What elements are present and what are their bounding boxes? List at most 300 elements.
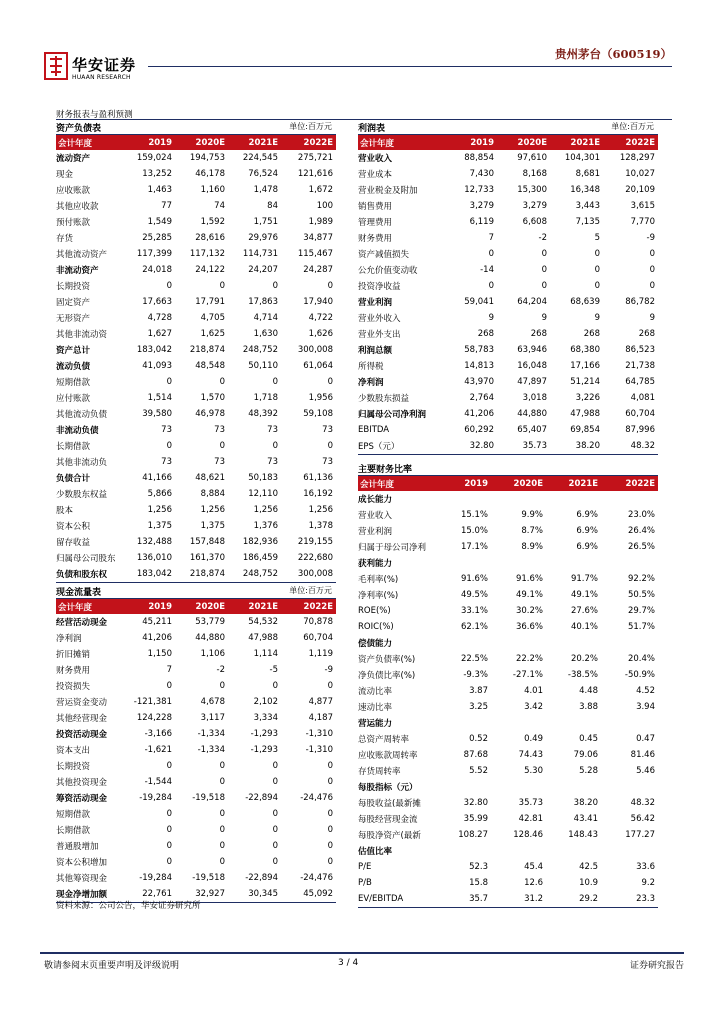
cell-value: -38.5% [567,670,598,680]
table-row [56,214,336,230]
cell-value: 8,884 [200,489,225,499]
cell-value: 0 [166,681,172,691]
table-row [358,374,658,390]
row-label: 流动比率 [358,687,393,697]
cell-value: 73 [322,425,333,435]
table-row [358,246,658,262]
row-label: 存货 [56,234,74,244]
cell-value: 13,252 [142,169,172,179]
cell-value: 7 [166,665,172,675]
header-year: 2020E [195,137,225,148]
logo-chinese-text: 华安证券 [72,56,137,74]
cell-value: 1,119 [308,649,333,659]
cell-value: 0 [541,265,547,275]
row-label: ROE(%) [358,606,391,616]
cell-value: 91.6% [515,574,543,584]
row-label: 少数股东权益 [56,490,108,500]
cell-value: 1,626 [308,329,333,339]
cell-value: 1,514 [147,393,172,403]
cell-value: -9 [646,233,655,243]
cell-value: 275,721 [297,153,333,163]
cell-value: 47,897 [517,377,547,387]
row-label: 归属母公司净利润 [358,410,427,420]
row-label: 其他流动资产 [56,250,108,260]
table-row [358,875,658,891]
cell-value: 28,616 [195,233,225,243]
cell-value: 0 [488,249,494,259]
cell-value: 186,459 [242,553,278,563]
row-label: 无形资产 [56,314,91,324]
cell-value: 49.1% [515,590,543,600]
table-row [358,747,658,763]
row-label: 营业利润 [358,298,393,308]
cell-value: 35.73 [522,441,547,451]
cell-value: 17,863 [248,297,278,307]
cell-value: 0 [166,841,172,851]
cell-value: 4,187 [308,713,333,723]
cell-value: 69,854 [570,425,600,435]
cell-value: 73 [214,457,225,467]
cell-value: 1,478 [253,185,278,195]
cell-value: 92.2% [627,574,655,584]
cell-value: 0 [166,809,172,819]
table-row [358,422,658,438]
cell-value: 3.25 [469,702,488,712]
cell-value: 42.81 [518,814,543,824]
header-year: 2022E [303,137,333,148]
cell-value: 61,064 [303,361,333,371]
table-row [358,763,658,779]
cell-value: -19,518 [192,793,225,803]
table-row [56,822,336,838]
cell-value: 10,027 [625,169,655,179]
cell-value: 3,117 [200,713,225,723]
header-year: 2021E [248,137,278,148]
table-row [358,523,658,539]
cell-value: 0 [488,281,494,291]
cell-value: 3,279 [522,201,547,211]
cell-value: 5.28 [579,766,598,776]
row-label: 长期投资 [56,762,91,772]
cell-value: 0 [219,377,225,387]
cell-value: 48.32 [630,798,655,808]
cell-value: 0 [219,809,225,819]
header-year: 2022E [303,601,333,612]
cell-value: 76,524 [248,169,278,179]
row-label: 短期借款 [56,378,91,388]
cell-value: 33.1% [460,606,488,616]
row-label: 少数股东损益 [358,394,410,404]
table-row [56,566,336,582]
row-label: 偿债能力 [358,639,393,649]
report-title: 贵州茅台（600519） [554,47,672,61]
table-row [56,230,336,246]
cell-value: 1,256 [147,505,172,515]
row-label: P/B [358,878,372,888]
row-label: 长期借款 [56,442,91,452]
cell-value: 0 [219,777,225,787]
cell-value: 22.5% [460,654,488,664]
row-label: 资产总计 [56,346,91,356]
cell-value: 3.87 [469,686,488,696]
cell-value: 3.42 [524,702,543,712]
cell-value: 61,136 [303,473,333,483]
table-title: 主要财务比率 [358,465,413,475]
cell-value: 3,443 [575,201,600,211]
table-title-bar [56,120,336,135]
cell-value: 64,785 [625,377,655,387]
cell-value: 29.7% [627,606,655,616]
table-row [56,614,336,630]
cell-value: 86,523 [625,345,655,355]
cell-value: -22,894 [245,873,278,883]
cell-value: 268 [477,329,494,339]
cell-value: 87.68 [463,750,488,760]
cell-value: 0 [272,761,278,771]
table-row [358,358,658,374]
cell-value: 29,976 [248,233,278,243]
cell-value: 50.5% [627,590,655,600]
table-row [56,310,336,326]
cell-value: 4,722 [308,313,333,323]
cell-value: 8.9% [521,542,543,552]
table-bottom-rule [56,582,336,583]
cell-value: 35.7 [469,894,488,904]
table-row [358,539,658,555]
row-label: 营业外支出 [358,330,401,340]
row-label: 其他非流动资 [56,330,108,340]
cell-value: 29.2 [579,894,598,904]
cell-value: 1,751 [253,217,278,227]
cell-value: 49.5% [460,590,488,600]
cell-value: 0 [219,681,225,691]
cell-value: 23.0% [627,510,655,520]
row-label: 公允价值变动收 [358,266,418,276]
cell-value: 0 [541,249,547,259]
table-title: 资产负债表 [56,124,102,134]
table-row [56,262,336,278]
row-label: 成长能力 [358,495,393,505]
row-label: 每股净资产(最新 [358,831,421,841]
table-row [358,571,658,587]
cell-value: 1,463 [147,185,172,195]
cell-value: 30,345 [248,889,278,899]
cell-value: 44,880 [195,633,225,643]
cell-value: 0 [649,281,655,291]
cell-value: 4.52 [636,686,655,696]
cell-value: 0 [166,377,172,387]
cell-value: 0 [166,281,172,291]
report-type: 证券研究报告 [629,961,684,971]
cell-value: 0 [219,825,225,835]
cell-value: 12.6 [524,878,543,888]
cell-value: 1,625 [200,329,225,339]
cell-value: 35.99 [463,814,488,824]
cell-value: 0 [327,377,333,387]
row-label: 筹资活动现金 [56,794,108,804]
row-label: 估值比率 [358,847,393,857]
cell-value: 60,292 [464,425,494,435]
table-row [56,678,336,694]
table-row [358,230,658,246]
row-label: 留存收益 [56,538,91,548]
cell-value: 20,109 [625,185,655,195]
table-row [56,150,336,166]
row-label: 速动比率 [358,703,393,713]
cell-value: 1,106 [200,649,225,659]
cell-value: 128.46 [513,830,543,840]
table-row [56,630,336,646]
cell-value: 17.1% [460,542,488,552]
table-row [358,827,658,843]
cell-value: 53,779 [195,617,225,627]
cell-value: 124,228 [136,713,172,723]
cell-value: 70,878 [303,617,333,627]
cell-value: 1,256 [200,505,225,515]
table-row [56,870,336,886]
cell-value: 88,854 [464,153,494,163]
row-label: 管理费用 [358,218,393,228]
table-row [56,774,336,790]
row-label: 所得税 [358,362,384,372]
cell-value: 9 [649,313,655,323]
cell-value: 52.3 [469,862,488,872]
cell-value: -2 [538,233,547,243]
table-row [56,342,336,358]
cell-value: 45,092 [303,889,333,899]
cell-value: 77 [161,201,172,211]
row-label: 每股指标（元） [358,783,418,793]
table-row [56,534,336,550]
cell-value: -1,310 [305,745,333,755]
table-title-bar [56,584,336,599]
table-row [358,699,658,715]
cell-value: 84 [267,201,278,211]
cell-value: 2,102 [253,697,278,707]
cell-value: 54,532 [248,617,278,627]
cell-value: 20.4% [627,654,655,664]
table-row [56,550,336,566]
cell-value: 56.42 [630,814,655,824]
cell-value: 97,610 [517,153,547,163]
disclaimer-link[interactable]: 敬请参阅末页重要声明及评级说明 [44,961,180,971]
cell-value: 91.7% [570,574,598,584]
balance-sheet-table [56,120,336,583]
table-unit: 单位:百万元 [289,122,332,131]
cell-value: 32,927 [195,889,225,899]
table-row [56,518,336,534]
cell-value: 48,548 [195,361,225,371]
cell-value: 47,988 [248,633,278,643]
cell-value: 59,108 [303,409,333,419]
row-label: 现金 [56,170,74,180]
cell-value: 12,110 [248,489,278,499]
cell-value: -24,476 [300,873,333,883]
table-row [358,214,658,230]
table-row [56,182,336,198]
row-label: 短期借款 [56,810,91,820]
cell-value: 81.46 [630,750,655,760]
table-row [358,667,658,683]
cell-value: 7 [488,233,494,243]
cell-value: 64,204 [517,297,547,307]
cell-value: 0 [272,281,278,291]
cell-value: 39,580 [142,409,172,419]
row-label: 其他应收款 [56,202,99,212]
table-title-bar [358,461,658,476]
cell-value: 4.01 [524,686,543,696]
cell-value: 4,714 [253,313,278,323]
row-label: 毛利率(%) [358,575,399,585]
row-label: 资本支出 [56,746,91,756]
cell-value: -3,166 [144,729,172,739]
cell-value: 219,155 [297,537,333,547]
cell-value: 42.5 [579,862,598,872]
cell-value: 73 [161,425,172,435]
cell-value: 1,114 [253,649,278,659]
table-row [56,406,336,422]
row-label: 其他筹资现金 [56,874,108,884]
cell-value: 268 [638,329,655,339]
cell-value: 177.27 [625,830,655,840]
table-row [56,854,336,870]
cell-value: 48,621 [195,473,225,483]
table-row [56,358,336,374]
header-year: 2022E [625,478,655,489]
cell-value: 48.32 [630,441,655,451]
cell-value: 68,639 [570,297,600,307]
cell-value: 3,334 [253,713,278,723]
row-label: 营业税金及附加 [358,186,418,196]
cell-value: 1,256 [308,505,333,515]
cell-value: 15.0% [460,526,488,536]
row-label: 流动资产 [56,154,91,164]
cell-value: 33.6 [636,862,655,872]
table-row [358,603,658,619]
cell-value: 218,874 [189,345,225,355]
cell-value: -1,293 [250,745,278,755]
table-row [358,310,658,326]
table-title: 利润表 [358,124,386,134]
table-row [358,406,658,422]
cell-value: 10.9 [579,878,598,888]
cell-value: 5.52 [469,766,488,776]
cell-value: -1,293 [250,729,278,739]
row-label: 应付账款 [56,394,91,404]
cell-value: 44,880 [517,409,547,419]
cell-value: -121,381 [133,697,172,707]
cell-value: 38.20 [573,798,598,808]
cell-value: 0.49 [524,734,543,744]
table-row [358,779,658,795]
cell-value: 1,672 [308,185,333,195]
row-label: EBITDA [358,425,390,435]
cell-value: 248,752 [242,345,278,355]
cell-value: 0 [272,777,278,787]
cell-value: 7,430 [469,169,494,179]
cell-value: 73 [161,457,172,467]
cell-value: 4,728 [147,313,172,323]
header-label: 会计年度 [58,602,93,613]
table-row [56,742,336,758]
cell-value: 0 [327,857,333,867]
row-label: 投资净收益 [358,282,401,292]
cell-value: 62.1% [460,622,488,632]
cell-value: 1,956 [308,393,333,403]
cell-value: 36.6% [515,622,543,632]
cell-value: 136,010 [136,553,172,563]
cell-value: 17,940 [303,297,333,307]
table-bottom-rule [358,454,658,455]
table-row [358,278,658,294]
cell-value: 0 [272,809,278,819]
cell-value: -1,621 [144,745,172,755]
cell-value: 9 [541,313,547,323]
table-row [56,486,336,502]
row-label: 利润总额 [358,346,393,356]
table-row [358,342,658,358]
cell-value: 0 [166,441,172,451]
cashflow-table [56,584,336,903]
cell-value: 16,048 [517,361,547,371]
cell-value: 73 [267,457,278,467]
table-row [56,390,336,406]
row-label: 折旧摊销 [56,650,91,660]
header-year: 2019 [470,137,494,148]
cell-value: 157,848 [189,537,225,547]
section-title: 财务报表与盈利预测 [56,110,133,120]
row-label: 总资产周转率 [358,735,410,745]
cell-value: 26.4% [627,526,655,536]
cell-value: 0 [594,265,600,275]
cell-value: -19,284 [139,873,172,883]
table-row [358,843,658,859]
cell-value: 74.43 [518,750,543,760]
cell-value: 1,718 [253,393,278,403]
header-year: 2019 [464,478,488,489]
cell-value: 43,970 [464,377,494,387]
cell-value: 5.30 [524,766,543,776]
cell-value: 5,866 [147,489,172,499]
cell-value: 74 [214,201,225,211]
header-year: 2019 [148,601,172,612]
cell-value: 8.7% [521,526,543,536]
cell-value: 0 [166,825,172,835]
table-row [358,438,658,454]
cell-value: 6.9% [576,542,598,552]
table-row [56,246,336,262]
cell-value: 32.80 [463,798,488,808]
cell-value: -19,284 [139,793,172,803]
table-row [56,726,336,742]
table-row [358,619,658,635]
cell-value: 0 [219,761,225,771]
cell-value: -1,310 [305,729,333,739]
cell-value: 1,375 [200,521,225,531]
cell-value: 117,399 [136,249,172,259]
cell-value: 24,207 [248,265,278,275]
cell-value: 1,256 [253,505,278,515]
cell-value: 128,297 [619,153,655,163]
cell-value: -9.3% [463,670,488,680]
cell-value: 1,989 [308,217,333,227]
cell-value: 0 [649,249,655,259]
table-row [358,651,658,667]
cell-value: 41,206 [464,409,494,419]
table-header-row [358,135,658,150]
cell-value: 3.94 [636,702,655,712]
cell-value: 24,018 [142,265,172,275]
